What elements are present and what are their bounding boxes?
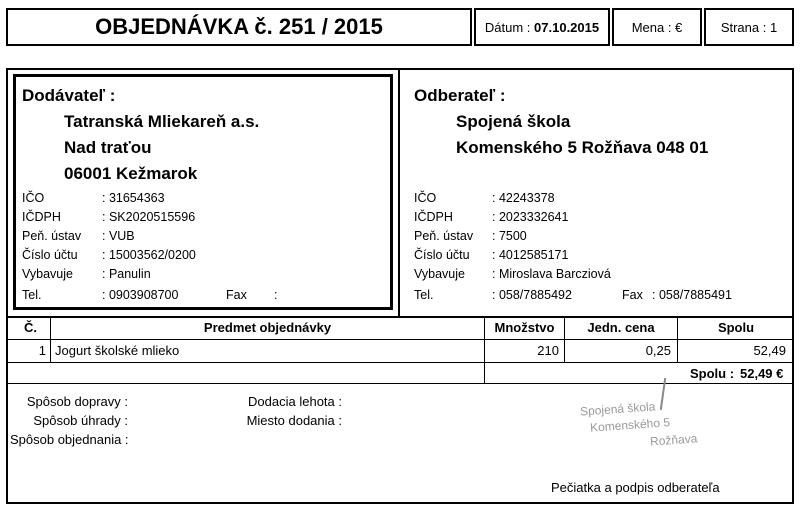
supplier-icdph-label: IČDPH (22, 210, 61, 224)
supplier-bank-label: Peň. ústav (22, 229, 82, 243)
customer-ico-label: IČO (414, 191, 437, 205)
col-header-price: Jedn. cena (587, 320, 655, 335)
customer-ico-value: : 42243378 (492, 191, 555, 205)
supplier-tel-label: Tel. (22, 288, 42, 302)
supplier-tel-value: : 0903908700 (102, 288, 179, 302)
customer-handler-value: : Miroslava Barcziová (492, 267, 611, 281)
customer-account-label: Číslo účtu (414, 248, 470, 262)
customer-tel-label: Tel. (414, 288, 434, 302)
delivery-time-label: Dodacia lehota : (248, 394, 342, 409)
customer-heading: Odberateľ : (414, 86, 506, 105)
table-sum-border (6, 383, 794, 384)
table-top-border (6, 316, 794, 318)
supplier-fax-label: Fax (226, 288, 247, 302)
customer-address: Komenského 5 Rožňava 048 01 (456, 138, 709, 157)
currency-box (612, 8, 702, 46)
stamp-line-2: Komenského 5 (589, 415, 671, 435)
customer-tel-value: : 058/7885492 (492, 288, 572, 302)
col-header-no: Č. (24, 320, 37, 335)
payment-label: Spôsob úhrady : (33, 413, 128, 428)
date-value: 07.10.2015 (534, 19, 600, 35)
supplier-icdph-value: : SK2020515596 (102, 210, 196, 224)
stamp-line-3: Rožňava (649, 431, 698, 449)
sum-label: Spolu : (690, 366, 735, 381)
page-number: Strana : 1 (720, 19, 778, 35)
stamp-caption: Pečiatka a podpis odberateľa (551, 480, 720, 495)
supplier-name: Tatranská Mliekareň a.s. (64, 112, 260, 131)
customer-bank-value: : 7500 (492, 229, 527, 243)
sum-value: 52,49 € (740, 366, 784, 381)
supplier-fax-value: : (274, 288, 278, 302)
supplier-handler-value: : Panulin (102, 267, 151, 281)
order-title: OBJEDNÁVKA č. 251 / 2015 (95, 14, 383, 39)
supplier-ico-value: : 31654363 (102, 191, 165, 205)
supplier-handler-label: Vybavuje (22, 267, 73, 281)
supplier-account-label: Číslo účtu (22, 248, 78, 262)
col-header-item: Predmet objednávky (203, 320, 332, 335)
row-price: 0,25 (645, 343, 671, 358)
customer-name: Spojená škola (456, 112, 571, 131)
row-no: 1 (38, 343, 46, 358)
currency: Mena : € (631, 19, 683, 35)
page-box (704, 8, 794, 46)
col-header-qty: Množstvo (494, 320, 555, 335)
date-label: Dátum : (484, 19, 531, 35)
party-divider (398, 68, 400, 316)
table-row-border (6, 362, 794, 363)
customer-bank-label: Peň. ústav (414, 229, 474, 243)
date-box (474, 8, 610, 46)
customer-fax-value: : 058/7885491 (652, 288, 732, 302)
row-total: 52,49 (753, 343, 786, 358)
delivery-place-label: Miesto dodania : (246, 413, 342, 428)
supplier-street: Nad traťou (64, 138, 152, 157)
supplier-city: 06001 Kežmarok (64, 164, 198, 183)
supplier-account-value: : 15003562/0200 (102, 248, 196, 262)
customer-handler-label: Vybavuje (414, 267, 465, 281)
row-item: Jogurt školské mlieko (55, 343, 180, 358)
transport-label: Spôsob dopravy : (26, 394, 128, 409)
stamp-line-1: Spojená škola (579, 399, 656, 419)
customer-account-value: : 4012585171 (492, 248, 569, 262)
row-qty: 210 (537, 343, 559, 358)
supplier-ico-label: IČO (22, 191, 45, 205)
table-header-border (6, 339, 794, 340)
order-title-box (6, 8, 472, 46)
supplier-heading: Dodávateľ : (22, 86, 116, 105)
customer-fax-label: Fax (622, 288, 643, 302)
col-header-total: Spolu (717, 320, 755, 335)
order-method-label: Spôsob objednania : (10, 432, 129, 447)
customer-icdph-value: : 2023332641 (492, 210, 569, 224)
customer-icdph-label: IČDPH (414, 210, 453, 224)
supplier-bank-value: : VUB (102, 229, 135, 243)
